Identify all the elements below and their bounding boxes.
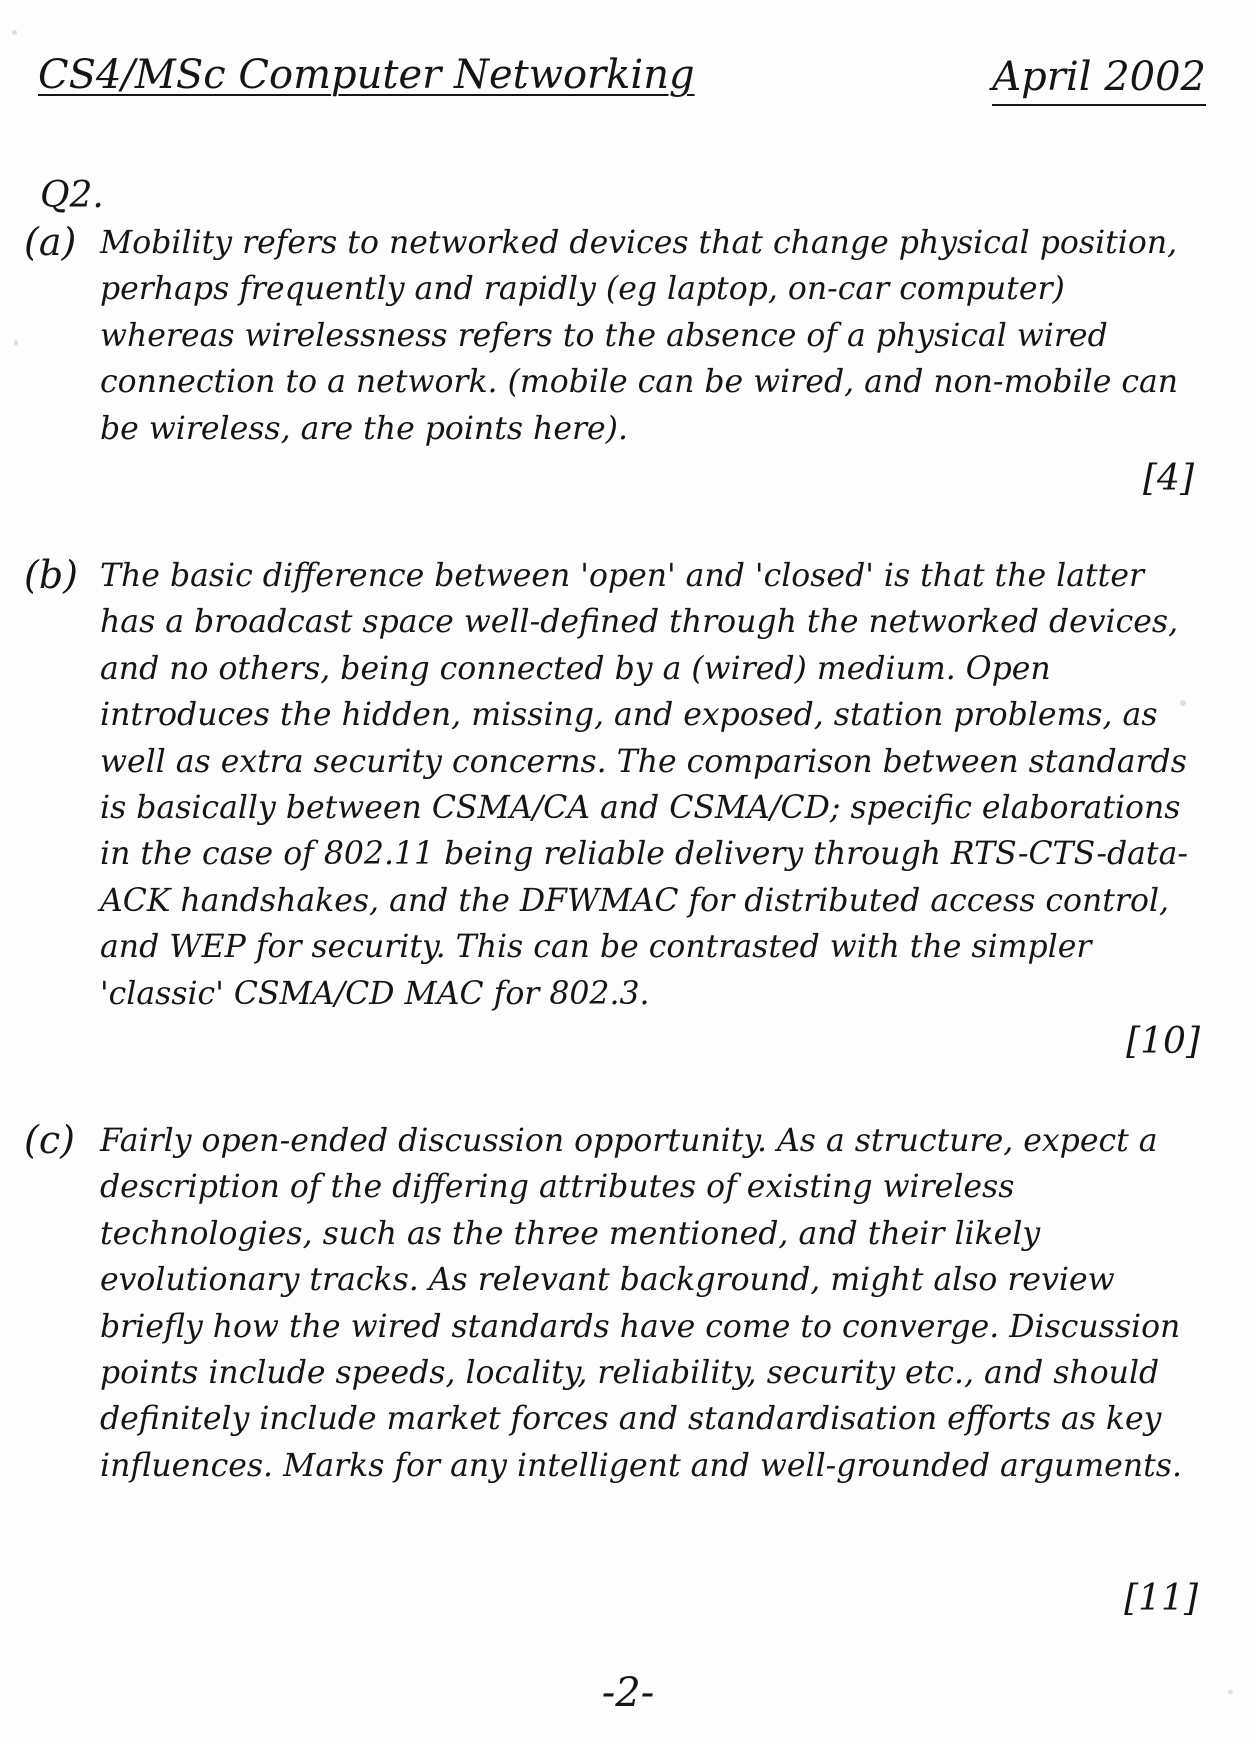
marks-allocation: [10] xyxy=(1126,1021,1200,1062)
scan-speck xyxy=(14,340,18,346)
scan-speck xyxy=(12,30,17,35)
part-answer-text: The basic difference between 'open' and 'closed' is that the latter has a broadcast space well-defined through the networked devices, and no others, being connected by a (wired) medium. Open introduces the hidden, missing, and exposed, station problems, as well as extra security concerns. The comparison between standards is basically between CSMA/CA and CSMA/CD; specific elaborations in the case of 802.11 being reliable delivery through RTS-CTS-data-ACK handshakes, and the DFWMAC for distributed access control, and WEP for security. This can be contrasted with the simpler 'classic' CSMA/CD MAC for 802.3. xyxy=(100,558,1188,1012)
part-answer-text: Fairly open-ended discussion opportunity. As a structure, expect a description of the differing attributes of existing wireless technologies, such as the three mentioned, and their likely evolutionary tracks. As relevant background, might also review briefly how the wired standards have come to converge. Discussion points include speeds, locality, reliability, security etc., and should definitely include market forces and standardisation efforts as key influences. Marks for any intelligent and well-grounded arguments. xyxy=(100,1123,1182,1484)
answer-part-b xyxy=(24,553,1204,1073)
page-number: -2- xyxy=(601,1670,655,1716)
part-label: (b) xyxy=(24,553,78,597)
answer-part-c xyxy=(24,1118,1204,1618)
part-label: (c) xyxy=(24,1118,75,1162)
marks-allocation: [4] xyxy=(1143,458,1194,499)
question-label: Q2. xyxy=(40,175,104,216)
part-answer-text: Mobility refers to networked devices that change physical position, perhaps frequently and rapidly (eg laptop, on-car computer) whereas wirelessness refers to the absence of a physical wired connection to a network. (mobile can be wired, and non-mobile can be wireless, are the points here). xyxy=(100,225,1179,447)
answer-part-a xyxy=(24,220,1204,530)
marks-allocation: [11] xyxy=(1124,1578,1198,1619)
course-title: CS4/MSc Computer Networking xyxy=(38,52,695,98)
part-label: (a) xyxy=(24,220,77,264)
exam-date: April 2002 xyxy=(992,54,1206,106)
